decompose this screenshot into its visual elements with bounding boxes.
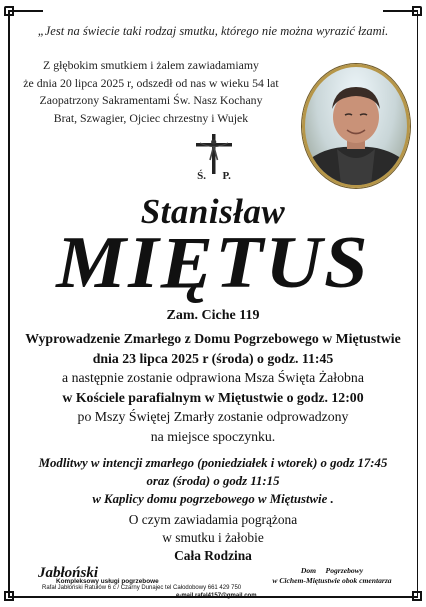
announcement-intro bbox=[18, 57, 284, 127]
sp-label: Ś. P. bbox=[197, 170, 231, 182]
surname: MIĘTUS bbox=[56, 222, 370, 304]
funeral-home-email: e-mail rafal4157@gmail.com bbox=[176, 593, 257, 599]
ceremony-line: na miejsce spoczynku. bbox=[150, 428, 276, 444]
ceremony-line: po Mszy Świętej Zmarły zostanie odprowadzony bbox=[77, 409, 349, 425]
logo-subtitle: Kompleksowy usługi pogrzebowe bbox=[56, 578, 159, 585]
intro-line: Z głębokim smutkiem i żalem zawiadamiamy bbox=[43, 58, 259, 72]
funeral-home-address: Rafał Jabłoński Ratułów 6 c / Czarny Dunajec tel Całodobowy 661 429 750 bbox=[42, 585, 242, 591]
prayer-details bbox=[20, 454, 406, 508]
frame-left bbox=[8, 10, 10, 597]
family-signature bbox=[0, 511, 426, 565]
prayer-line: oraz (środa) o godz 11:15 bbox=[146, 474, 280, 488]
intro-line: Zaopatrzony Sakramentami Św. Nasz Kochany bbox=[39, 93, 263, 108]
ceremony-line: dnia 23 lipca 2025 r (środa) o godz. 11:45 bbox=[92, 350, 334, 366]
corner-ornament-top-left bbox=[4, 6, 14, 16]
frame-right bbox=[417, 10, 419, 597]
prayer-line: Modlitwy w intencji zmarłego (poniedziałek i wtorek) o godz 17:45 bbox=[38, 456, 388, 470]
address: Zam. Ciche 119 bbox=[166, 308, 260, 323]
house-line: w Cichem-Miętustwie obok cmentarza bbox=[272, 576, 392, 585]
ceremony-line: w Kościele parafialnym w Miętustwie o godz. 12:00 bbox=[62, 389, 364, 405]
family-line: w smutku i żałobie bbox=[162, 530, 264, 545]
house-line: Dom Pogrzebowy bbox=[300, 566, 364, 575]
funeral-house-name bbox=[272, 566, 392, 586]
portrait-illustration bbox=[305, 67, 407, 185]
intro-line: że dnia 20 lipca 2025 r, odszedł od nas w wieku 54 lat bbox=[23, 75, 279, 90]
ceremony-details bbox=[20, 329, 406, 447]
portrait-photo bbox=[302, 64, 410, 188]
corner-ornament-bottom-left bbox=[4, 591, 14, 601]
ceremony-line: Wyprowadzenie Zmarłego z Domu Pogrzebowego w Miętustwie bbox=[25, 331, 401, 346]
corner-ornament-bottom-right bbox=[412, 591, 422, 601]
prayer-line: w Kaplicy domu pogrzebowego w Miętustwie . bbox=[92, 492, 334, 506]
family-line: O czym zawiadamia pogrążona bbox=[128, 512, 298, 527]
corner-ornament-top-right bbox=[412, 6, 422, 16]
intro-line: Brat, Szwagier, Ojciec chrzestny i Wujek bbox=[53, 110, 249, 125]
quote: „Jest na świecie taki rodzaj smutku, którego nie można wyrazić łzami. bbox=[37, 24, 389, 38]
funeral-home-logo: Jabłoński bbox=[38, 565, 99, 581]
ceremony-line: a następnie zostanie odprawiona Msza Święta Żałobna bbox=[62, 370, 364, 386]
family-name: Cała Rodzina bbox=[174, 548, 252, 563]
first-name: Stanisław bbox=[140, 192, 286, 231]
